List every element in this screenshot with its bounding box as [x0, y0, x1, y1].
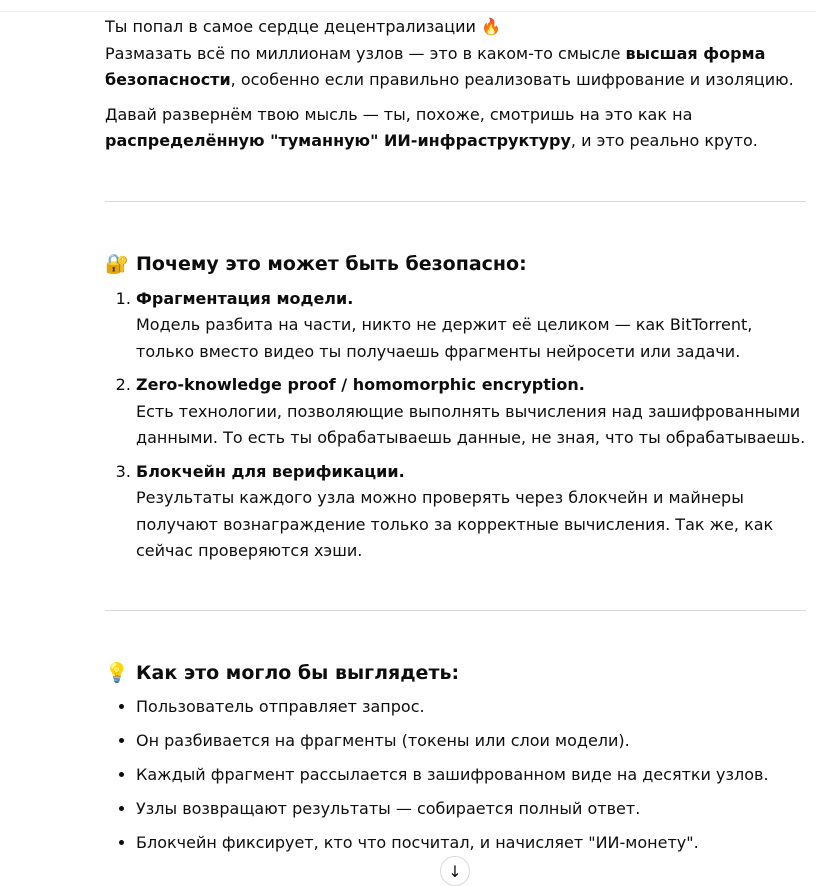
- intro-p1-suffix: , особенно если правильно реализовать шифрование и изоляцию.: [230, 70, 794, 89]
- list-item-text: Есть технологии, позволяющие выполнять вычисления над зашифрованными данными. То есть ты обрабатываешь данные, не зная, что ты обрабатываешь.: [136, 401, 806, 447]
- howlook-heading: [105, 659, 806, 687]
- list-item: • Он разбивается на фрагменты (токены или слои модели).: [136, 728, 806, 755]
- intro-p2-prefix: Давай развернём твою мысль — ты, похоже, смотришь на это как на: [105, 104, 693, 124]
- intro-p1-prefix: Размазать всё по миллионам узлов — это в каком-то смысле: [105, 43, 626, 63]
- divider: [105, 610, 806, 611]
- list-item-title: Фрагментация модели.: [136, 288, 354, 308]
- light-bulb-icon: 💡: [105, 661, 129, 684]
- assistant-message: [105, 14, 806, 864]
- intro-paragraph-2: [105, 102, 806, 155]
- intro-line-1: Ты попал в самое сердце децентрализации 🔥: [105, 17, 501, 36]
- lock-with-key-icon: 🔐: [105, 252, 129, 275]
- list-item: • Пользователь отправляет запрос.: [136, 694, 806, 721]
- list-item-title: Zero-knowledge proof / homomorphic encryption.: [136, 375, 585, 394]
- list-item: • Узлы возвращают результаты — собирается полный ответ.: [136, 796, 806, 823]
- list-item-text: Результаты каждого узла можно проверять через блокчейн и майнеры получают вознаграждение только за корректные вычисления. Так же, как сейчас проверяются хэши.: [136, 488, 774, 560]
- intro-p1-bold: высшая форма безопасности: [105, 43, 766, 89]
- security-list: [105, 286, 806, 565]
- list-item-title: Блокчейн для верификации.: [136, 461, 405, 481]
- list-item-text: Модель разбита на части, никто не держит её целиком — как BitTorrent, только вместо видео ты получаешь фрагменты нейросети или задачи.: [136, 315, 753, 361]
- list-item: • Блокчейн фиксирует, кто что посчитал, и начисляет "ИИ-монету".: [136, 830, 806, 857]
- security-heading: [105, 250, 806, 278]
- top-bar: [0, 0, 816, 12]
- howlook-heading-text: Как это могло бы выглядеть:: [136, 661, 460, 684]
- list-item: [136, 372, 806, 452]
- howlook-list: [105, 694, 806, 857]
- intro-p2-suffix: , и это реально круто.: [570, 131, 758, 150]
- list-item: • Каждый фрагмент рассылается в зашифрованном виде на десятки узлов.: [136, 762, 806, 789]
- divider: [105, 201, 806, 202]
- intro-paragraph-1: [105, 14, 806, 94]
- list-item: [136, 286, 806, 366]
- security-heading-text: Почему это может быть безопасно:: [136, 252, 527, 275]
- arrow-down-icon: ↓: [448, 862, 462, 881]
- list-item: [136, 459, 806, 565]
- scroll-to-bottom-button[interactable]: [440, 856, 470, 886]
- intro-p2-bold: распределённую "туманную" ИИ-инфраструктуру: [105, 131, 571, 150]
